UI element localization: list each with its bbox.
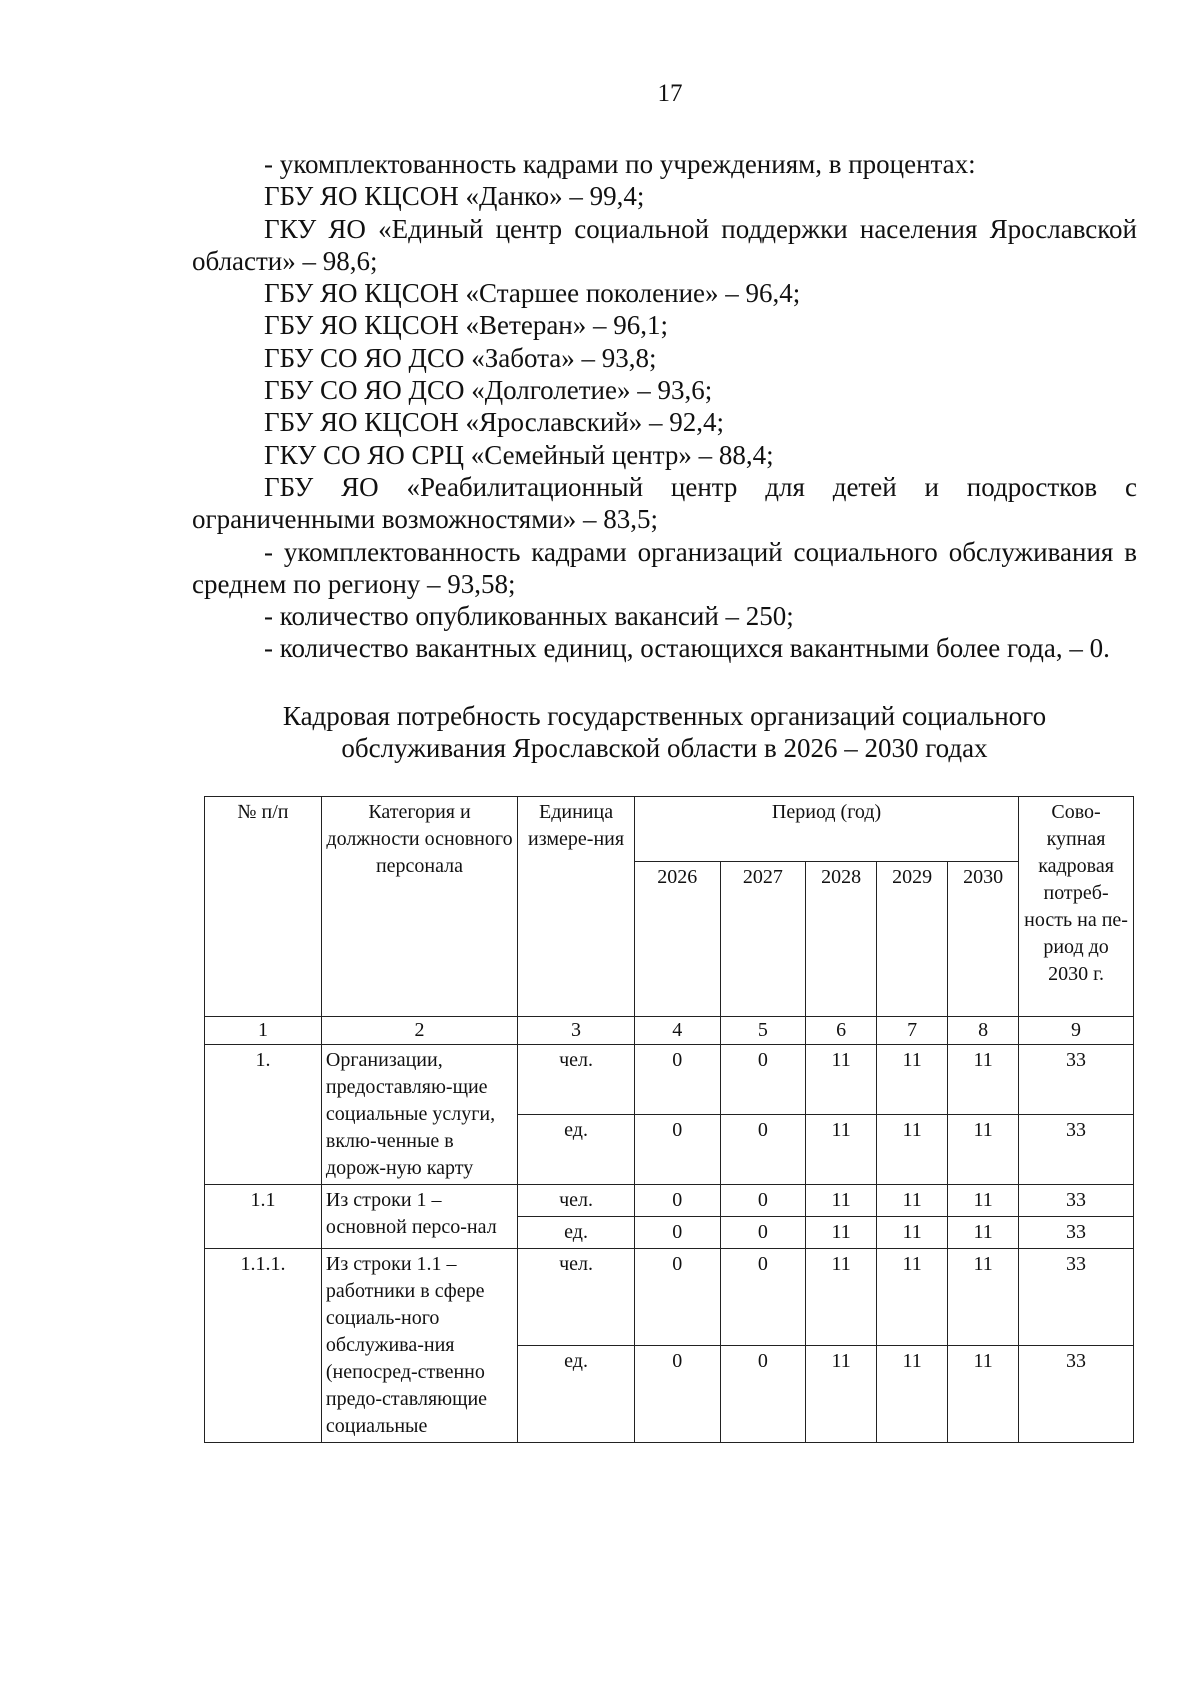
table-caption-line-1: Кадровая потребность государственных организаций социального xyxy=(282,701,1047,731)
value-cell: 0 xyxy=(635,1346,721,1443)
column-number: 8 xyxy=(948,1017,1019,1045)
staffing-needs-table xyxy=(204,796,1134,1443)
text-paragraph: ГБУ ЯО КЦСОН «Ветеран» – 96,1; xyxy=(264,310,669,341)
value-cell: 0 xyxy=(720,1185,806,1217)
column-number: 5 xyxy=(720,1017,806,1045)
value-cell: 11 xyxy=(806,1115,877,1185)
row-category: Из строки 1.1 – работники в сфере социаль-ного обслужива-ния (непосред-ственно предо-ставляющие социальные xyxy=(321,1249,517,1443)
value-cell: 0 xyxy=(720,1045,806,1115)
column-number: 1 xyxy=(205,1017,322,1045)
text-paragraph: ГБУ ЯО «Реабилитационный центр для детей и подростков с ограниченными возможностями» – 83,5; xyxy=(192,471,1137,535)
value-cell: 11 xyxy=(806,1346,877,1443)
unit-cell: чел. xyxy=(518,1249,635,1346)
text-paragraph: - укомплектованность кадрами организаций социального обслуживания в среднем по региону – 93,58; xyxy=(192,536,1137,599)
table-row xyxy=(205,1249,1134,1346)
value-cell: 11 xyxy=(948,1346,1019,1443)
row-category: Организации, предоставляю-щие социальные услуги, вклю-ченные в дорож-ную карту xyxy=(321,1045,517,1185)
text-paragraph: ГБУ СО ЯО ДСО «Забота» – 93,8; xyxy=(264,342,657,373)
header-category: Категория и должности основного персонала xyxy=(321,797,517,1017)
text-paragraph: ГКУ ЯО «Единый центр социальной поддержки населения Ярославской области» – 98,6; xyxy=(192,213,1137,276)
value-cell: 11 xyxy=(948,1045,1019,1115)
value-cell: 11 xyxy=(806,1045,877,1115)
table-row xyxy=(205,1045,1134,1115)
unit-cell: чел. xyxy=(518,1185,635,1217)
table-caption-line-2: обслуживания Ярославской области в 2026 – 2030 годах xyxy=(341,733,988,763)
total-cell: 33 xyxy=(1019,1185,1134,1217)
value-cell: 0 xyxy=(635,1115,721,1185)
header-total: Сово-купная кадровая потреб-ность на пе-риод до 2030 г. xyxy=(1019,797,1134,1017)
value-cell: 11 xyxy=(877,1346,948,1443)
value-cell: 11 xyxy=(877,1249,948,1346)
total-cell: 33 xyxy=(1019,1249,1134,1346)
total-cell: 33 xyxy=(1019,1045,1134,1115)
column-numbers-row xyxy=(205,1017,1134,1045)
value-cell: 11 xyxy=(806,1217,877,1249)
total-cell: 33 xyxy=(1019,1346,1134,1443)
value-cell: 0 xyxy=(720,1115,806,1185)
table-row xyxy=(205,1185,1134,1217)
body-text xyxy=(192,148,1137,665)
table-caption xyxy=(192,700,1137,764)
value-cell: 11 xyxy=(877,1115,948,1185)
value-cell: 0 xyxy=(635,1217,721,1249)
unit-cell: ед. xyxy=(518,1217,635,1249)
column-number: 2 xyxy=(321,1017,517,1045)
text-paragraph: - количество опубликованных вакансий – 250; xyxy=(264,601,794,632)
unit-cell: ед. xyxy=(518,1346,635,1443)
row-number: 1. xyxy=(205,1045,322,1185)
value-cell: 11 xyxy=(948,1217,1019,1249)
column-number: 9 xyxy=(1019,1017,1134,1045)
column-number: 6 xyxy=(806,1017,877,1045)
value-cell: 0 xyxy=(720,1249,806,1346)
value-cell: 11 xyxy=(948,1249,1019,1346)
header-year: 2030 xyxy=(948,862,1019,1017)
header-year: 2026 xyxy=(635,862,721,1017)
row-category: Из строки 1 – основной персо-нал xyxy=(321,1185,517,1249)
value-cell: 11 xyxy=(877,1217,948,1249)
value-cell: 0 xyxy=(635,1249,721,1346)
total-cell: 33 xyxy=(1019,1217,1134,1249)
header-year: 2027 xyxy=(720,862,806,1017)
value-cell: 11 xyxy=(877,1185,948,1217)
value-cell: 0 xyxy=(635,1045,721,1115)
total-cell: 33 xyxy=(1019,1115,1134,1185)
table-header-row xyxy=(205,797,1134,862)
column-number: 7 xyxy=(877,1017,948,1045)
header-unit: Единица измере-ния xyxy=(518,797,635,1017)
value-cell: 0 xyxy=(635,1185,721,1217)
header-year: 2029 xyxy=(877,862,948,1017)
page-number: 17 xyxy=(657,80,683,107)
unit-cell: ед. xyxy=(518,1115,635,1185)
text-paragraph: ГБУ СО ЯО ДСО «Долголетие» – 93,6; xyxy=(264,375,713,406)
column-number: 4 xyxy=(635,1017,721,1045)
unit-cell: чел. xyxy=(518,1045,635,1115)
value-cell: 11 xyxy=(948,1115,1019,1185)
text-paragraph: ГКУ СО ЯО СРЦ «Семейный центр» – 88,4; xyxy=(264,439,774,470)
header-num: № п/п xyxy=(205,797,322,1017)
text-paragraph: - укомплектованность кадрами по учреждениям, в процентах: xyxy=(264,149,976,179)
header-year: 2028 xyxy=(806,862,877,1017)
value-cell: 0 xyxy=(720,1346,806,1443)
value-cell: 11 xyxy=(806,1249,877,1346)
value-cell: 11 xyxy=(877,1045,948,1115)
text-paragraph: ГБУ ЯО КЦСОН «Ярославский» – 92,4; xyxy=(264,407,725,438)
row-number: 1.1 xyxy=(205,1185,322,1249)
text-paragraph: - количество вакантных единиц, остающихся вакантными более года, – 0. xyxy=(264,633,1110,664)
text-paragraph: ГБУ ЯО КЦСОН «Старшее поколение» – 96,4; xyxy=(264,278,801,309)
text-paragraph: ГБУ ЯО КЦСОН «Данко» – 99,4; xyxy=(264,181,645,212)
row-number: 1.1.1. xyxy=(205,1249,322,1443)
value-cell: 11 xyxy=(948,1185,1019,1217)
value-cell: 11 xyxy=(806,1185,877,1217)
column-number: 3 xyxy=(518,1017,635,1045)
header-period: Период (год) xyxy=(635,797,1019,862)
value-cell: 0 xyxy=(720,1217,806,1249)
